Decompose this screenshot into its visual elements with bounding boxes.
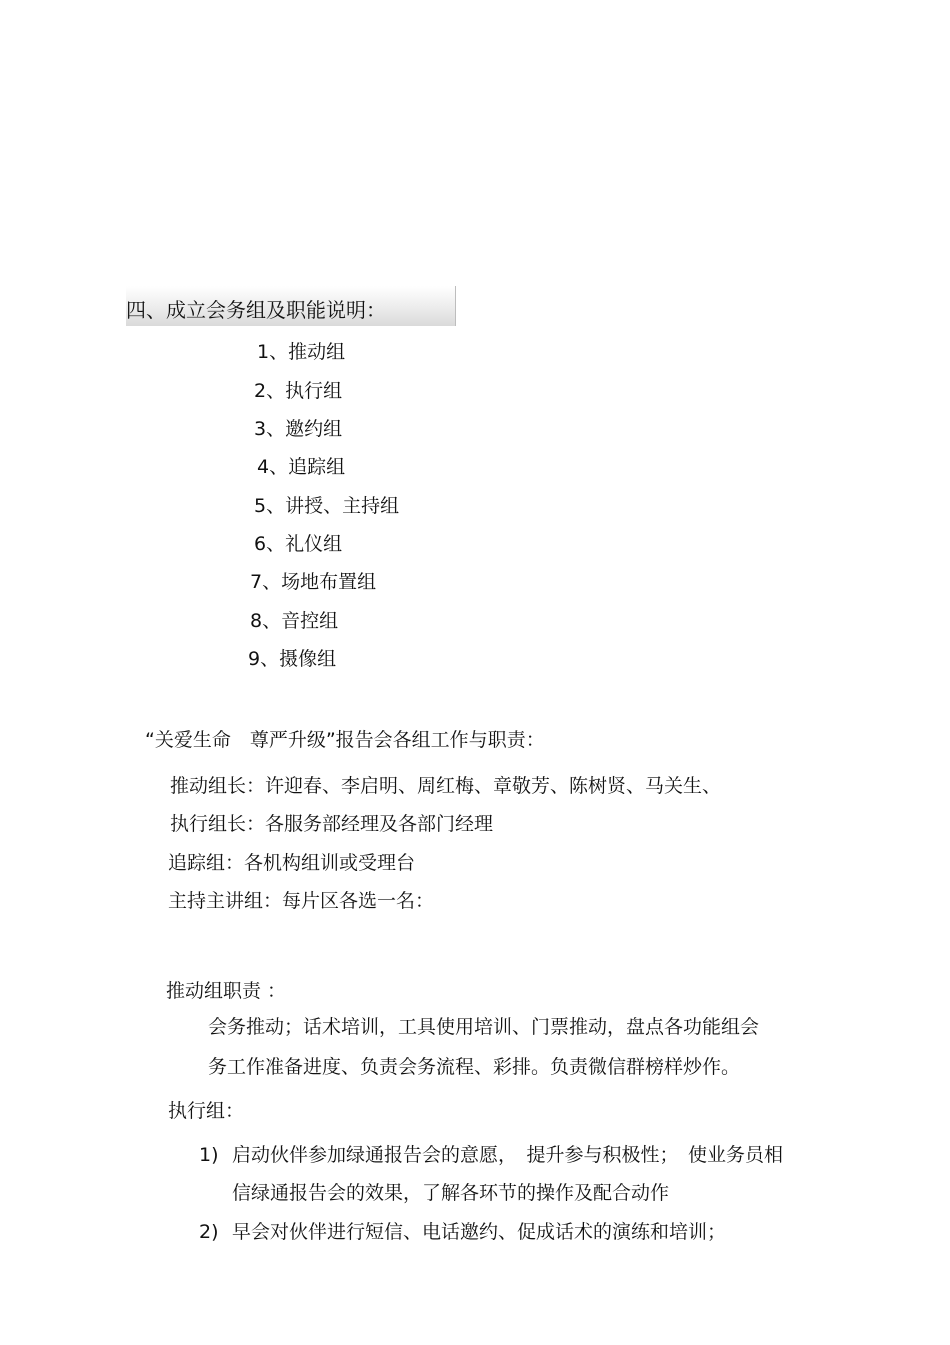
group-item: 6、礼仪组 [254,533,343,555]
group-item: 3、邀约组 [254,418,343,440]
group-item: 8、音控组 [250,610,339,632]
group-item: 1、推动组 [257,341,346,363]
exec-item-line: 信绿通报告会的效果，了解各环节的操作及配合动作 [232,1182,670,1204]
exec-item-line: 早会对伙伴进行短信、电话邀约、促成话术的演练和培训； [232,1221,727,1243]
leader-line: 推动组长：许迎春、李启明、周红梅、章敬芳、陈树贤、马关生、 [170,775,722,797]
group-item: 2、执行组 [254,380,343,402]
leader-line: 执行组长：各服务部经理及各部门经理 [170,813,494,835]
exec-item-number: 2) [199,1221,219,1243]
exec-group-title: 执行组： [168,1100,245,1122]
push-duty-line: 务工作准备进度、负责会务流程、彩排。负责微信群榜样炒作。 [208,1056,741,1078]
exec-item-line: 启动伙伴参加绿通报告会的意愿， 提升参与积极性； 使业务员相 [232,1144,784,1166]
leader-line: 主持主讲组：每片区各选一名： [168,890,435,912]
section-heading: 四、成立会务组及职能说明： [126,298,386,322]
group-item: 9、摄像组 [248,648,337,670]
exec-item-number: 1) [199,1144,219,1166]
group-item: 4、追踪组 [257,456,346,478]
report-title: “关爱生命 尊严升级”报告会各组工作与职责： [145,729,545,751]
section-heading-box [126,286,456,326]
push-duty-line: 会务推动；话术培训，工具使用培训、门票推动，盘点各功能组会 [208,1016,760,1038]
group-item: 7、场地布置组 [250,571,377,593]
push-duty-title: 推动组职责 ： [166,980,287,1002]
group-item: 5、讲授、主持组 [254,495,400,517]
leader-line: 追踪组：各机构组训或受理台 [168,852,416,874]
